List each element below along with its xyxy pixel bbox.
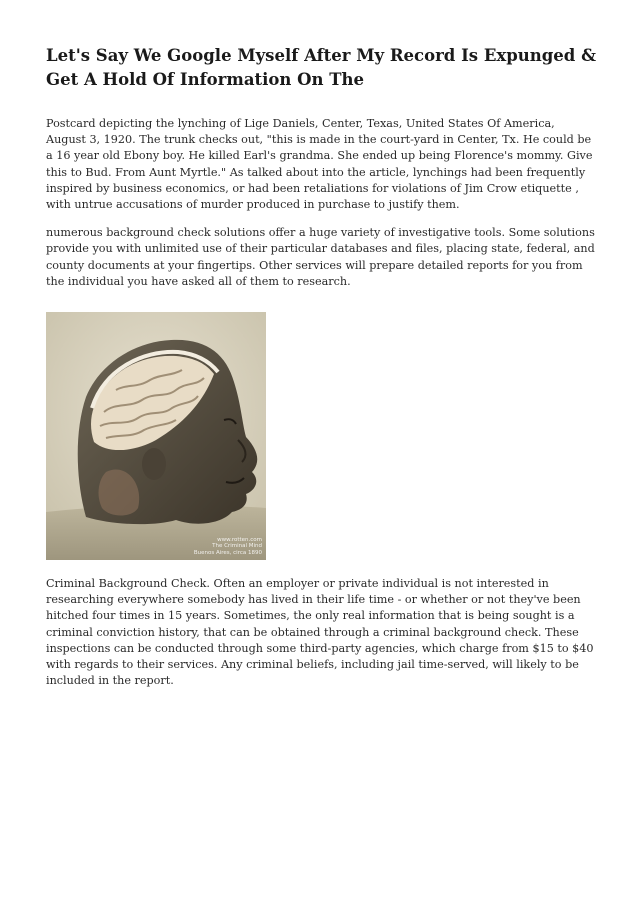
caption-line: www.rotten.com xyxy=(217,536,262,543)
document-page xyxy=(46,44,596,701)
paragraph-criminal-background-check: Criminal Background Check. Often an employer or private individual is not interested in researching everywhere somebody has lived in their life time - or whether or not they've been hitched four times in 15 years. Sometimes, the only real information that is being sought is a criminal conviction history, that can be obtained through a criminal background check. These inspections can be conducted through some third-party agencies, which charge from $15 to $40 with regards to their services. Any criminal beliefs, including jail time-served, will likely to be included in the report. xyxy=(46,577,594,688)
criminal-mind-photo xyxy=(46,312,266,560)
photo-caption xyxy=(194,537,262,556)
paragraph-postcard: Postcard depicting the lynching of Lige Daniels, Center, Texas, United States Of America, August 3, 1920. The trunk checks out, "this is made in the court-yard in Center, Tx. He could be a 16 year old Ebony boy. He killed Earl's grandma. She ended up being Florence's mommy. Give this to Bud. From Aunt Myrtle." As talked about into the article, lynchings had been frequently inspired by business economics, or had been retaliations for violations of Jim Crow etiquette , with untrue accusations of murder produced in purchase to justify them. xyxy=(46,117,593,212)
page-title: Let's Say We Google Myself After My Record Is Expunged & Get A Hold Of Information On The xyxy=(46,46,596,89)
caption-line: Buenos Aires, circa 1890 xyxy=(193,549,262,556)
caption-line: The Criminal Mind xyxy=(212,543,262,550)
paragraph-background-check-solutions: numerous background check solutions offer a huge variety of investigative tools. Some solutions provide you with unlimited use of their particular databases and files, placing state, federal, and county documents at your fingertips. Other services will prepare detailed reports for you from the individual you have asked all of them to research. xyxy=(46,226,595,288)
head-dissection-illustration xyxy=(46,312,266,560)
